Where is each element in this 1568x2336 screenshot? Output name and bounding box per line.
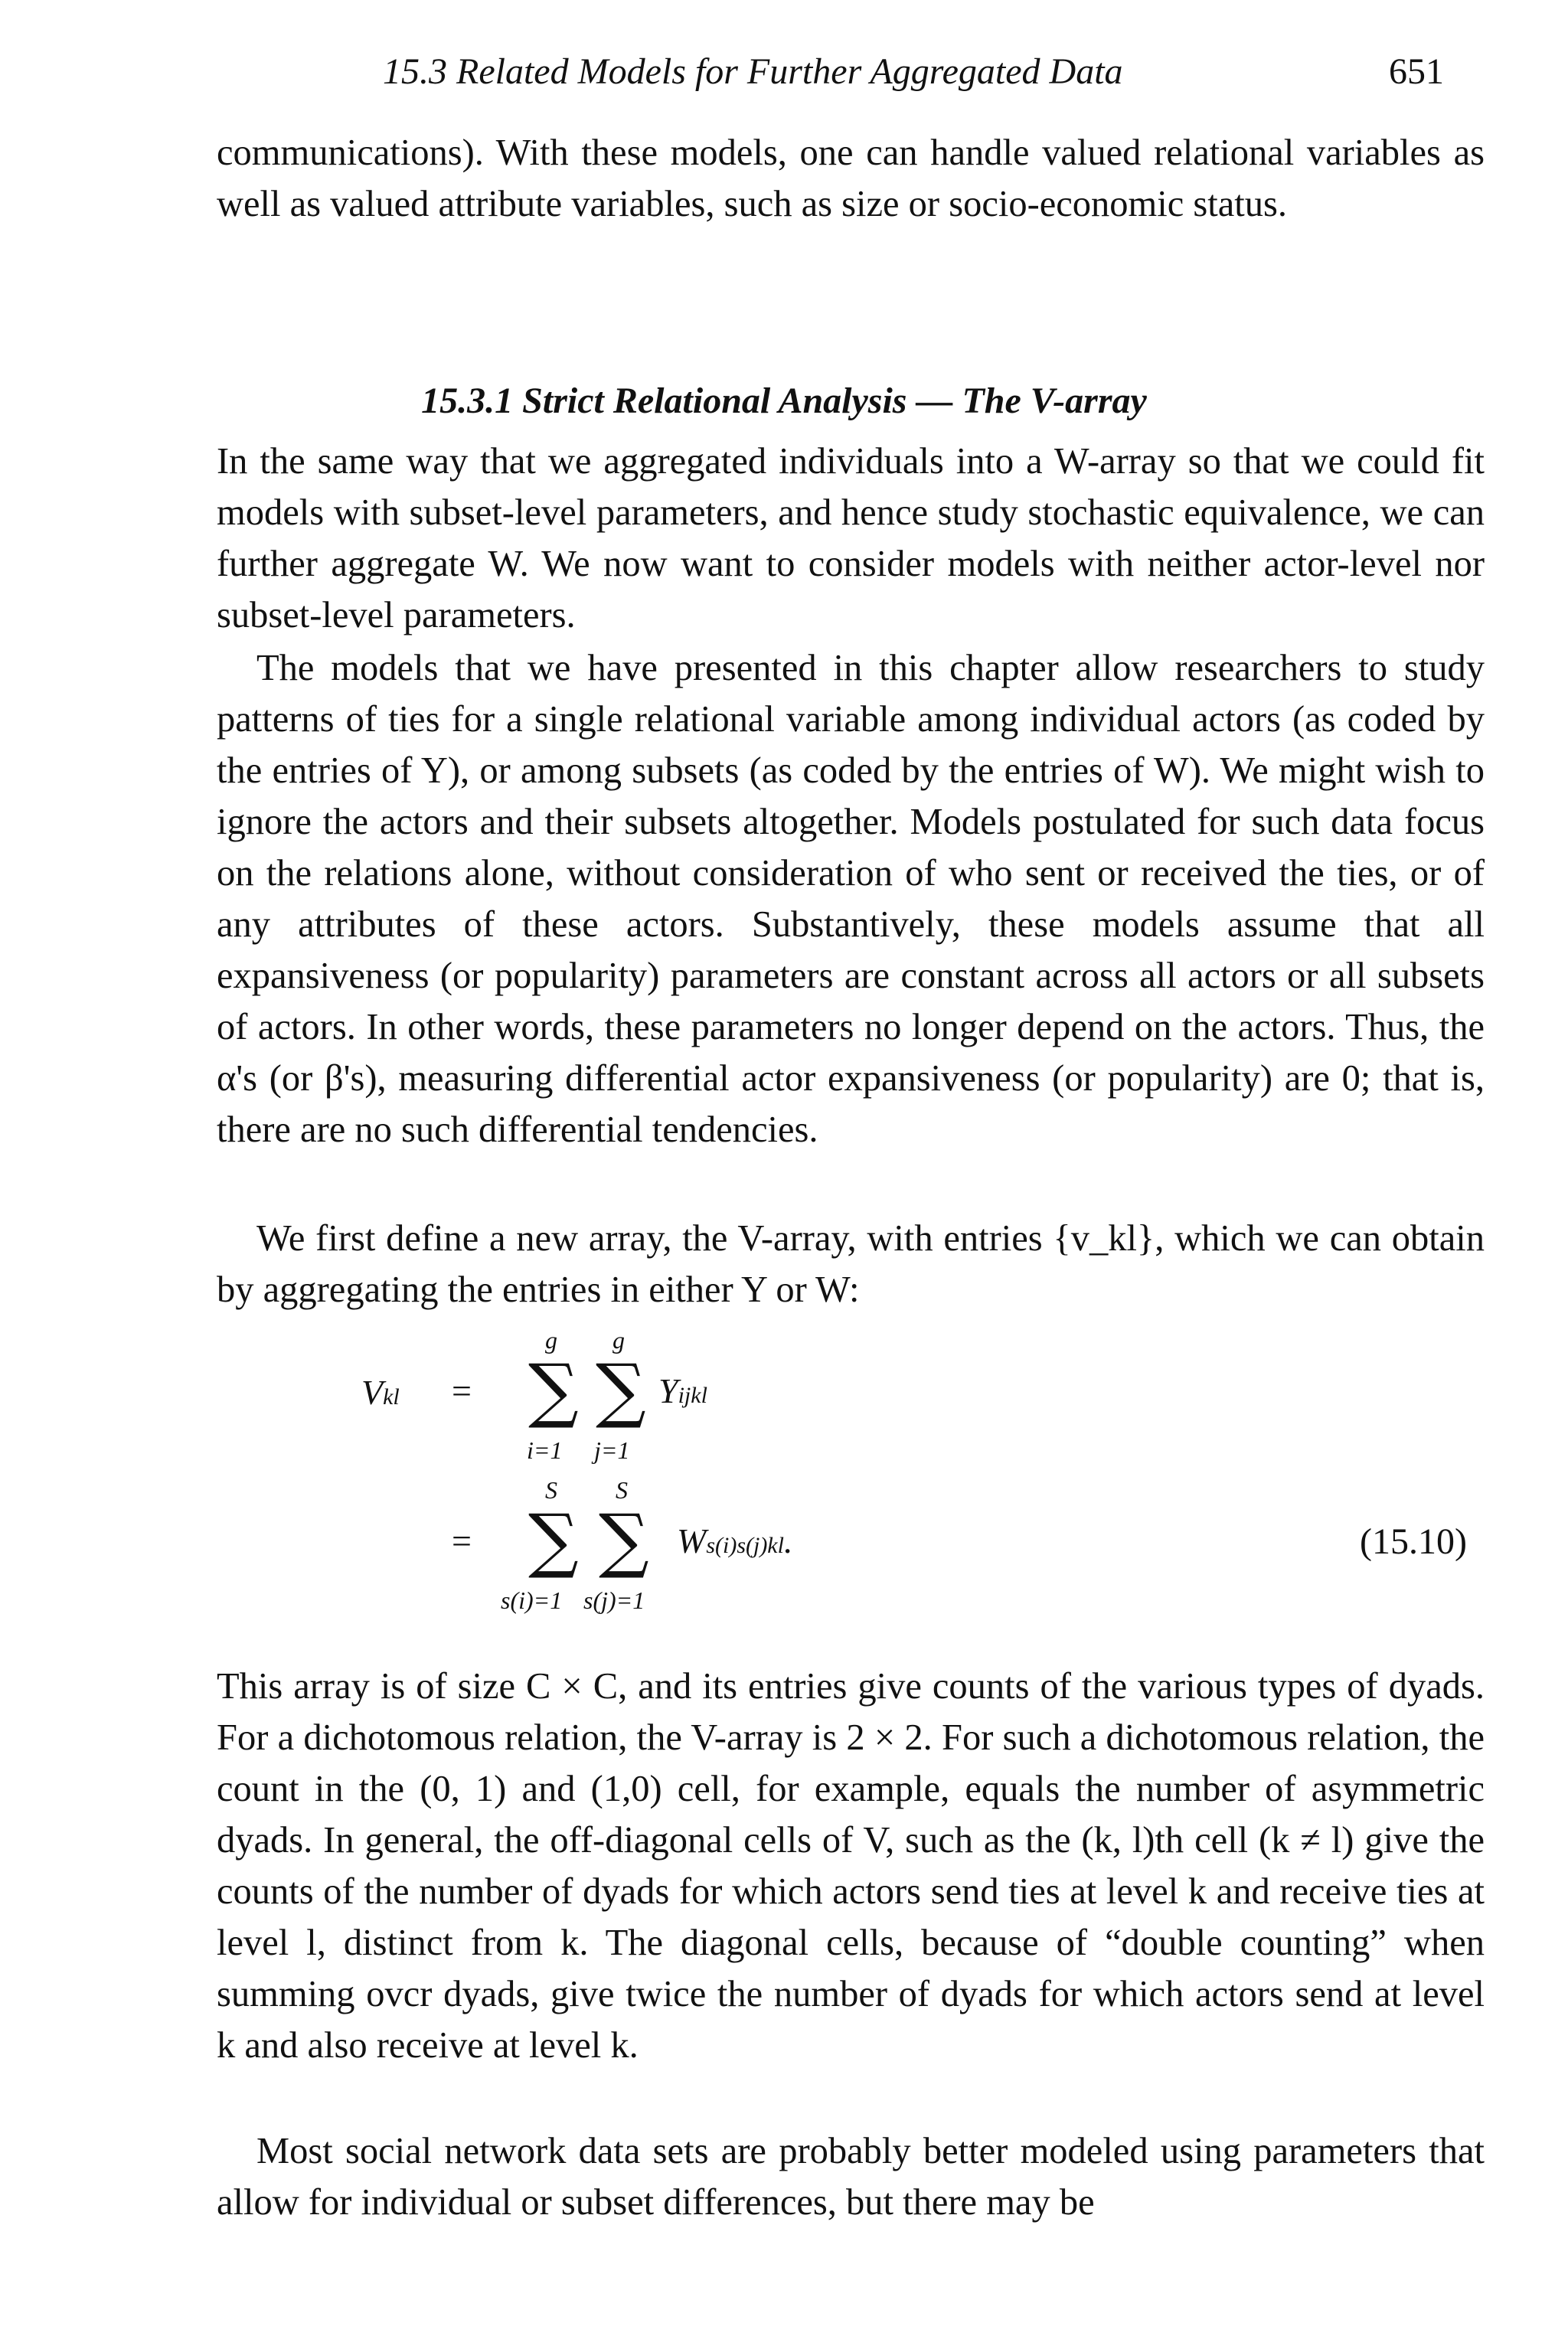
equation-lhs-subscript: kl [383, 1384, 400, 1410]
running-head-title: 15.3 Related Models for Further Aggregated Data [383, 51, 1123, 92]
paragraph-1: In the same way that we aggregated individuals into a W-array so that we could fit models with subset-level parameters, and hence study stochastic equivalence, we can further aggregate W. We now want to consider models with neither actor-level nor subset-level parameters. [217, 441, 1485, 635]
paragraph-3: We first define a new array, the V-array, with entries {v_kl}, which we can obtain by aggregating the entries in either Y or W: [217, 1218, 1485, 1310]
sum4-sigma: ∑ [599, 1499, 649, 1581]
sum4-lower-limit: s(j)=1 [583, 1586, 645, 1614]
section-title-part2: The V-array [962, 381, 1147, 421]
sum2-sigma: ∑ [596, 1349, 646, 1431]
intro-paragraph: communications). With these models, one can handle valued relational variables as well as valued attribute variables, such as size or socio-economic status. [217, 132, 1485, 224]
sum1-upper-limit: g [545, 1326, 557, 1354]
sum3-lower-limit: s(i)=1 [501, 1586, 563, 1614]
equation-term-y: Yijkl [658, 1371, 707, 1410]
sum3-sigma: ∑ [528, 1499, 579, 1581]
equation-equals-1: = [452, 1371, 472, 1410]
sum3-upper-limit: S [545, 1476, 557, 1504]
equation-term-w: Ws(i)s(j)kl. [677, 1521, 793, 1560]
paragraph-4: This array is of size C × C, and its entries give counts of the various types of dyads. For a dichotomous relation, the V-array is 2 × 2. For such a dichotomous relation, the count in the (0, 1) and (1,0) cell, for example, equals the number of asymmetric dyads. In general, the off-diagonal cells of V, such as the (k, l)th cell (k ≠ l) give the counts of the number of dyads for which actors send ties at level k and receive ties at level l, distinct from k. The diagonal cells, because of “double counting” when summing ovcr dyads, give twice the number of dyads for which actors send at level k and also receive at level k. [217, 1666, 1485, 2066]
equation-lhs: Vkl [361, 1373, 400, 1412]
term-y-subscript: ijkl [678, 1383, 707, 1408]
running-head [0, 51, 1568, 104]
page-number: 651 [1389, 51, 1444, 92]
section-dash: — [916, 381, 953, 421]
term-w-subscript: s(i)s(j)kl [706, 1533, 784, 1558]
equation-equals-2: = [452, 1521, 472, 1560]
section-title-part1: Strict Relational Analysis [522, 381, 907, 421]
sum1-sigma: ∑ [528, 1349, 579, 1431]
section-number: 15.3.1 [421, 381, 514, 421]
sum1-lower-limit: i=1 [527, 1436, 563, 1464]
sum2-upper-limit: g [612, 1326, 625, 1354]
paragraph-2: The models that we have presented in this chapter allow researchers to study patterns of ties for a single relational variable among individual actors (as coded by the entries of Y), or among subsets (as coded by the entries of W). We might wish to ignore the actors and their subsets altogether. Models postulated for such data focus on the relations alone, without consideration of who sent or received the ties, or of any attributes of these actors. Substantively, these models assume that all expansiveness (or popularity) parameters are constant across all actors or all subsets of actors. In other words, these parameters no longer depend on the actors. Thus, the α's (or β's), measuring differential actor expansiveness (or popularity) are 0; that is, there are no such differential tendencies. [217, 648, 1485, 1150]
section-heading [0, 380, 1568, 422]
paragraph-5: Most social network data sets are probably better modeled using parameters that allow for individual or subset differences, but there may be [217, 2131, 1485, 2223]
equation-number: (15.10) [1360, 1521, 1467, 1562]
sum2-lower-limit: j=1 [594, 1436, 630, 1464]
sum4-upper-limit: S [616, 1476, 628, 1504]
